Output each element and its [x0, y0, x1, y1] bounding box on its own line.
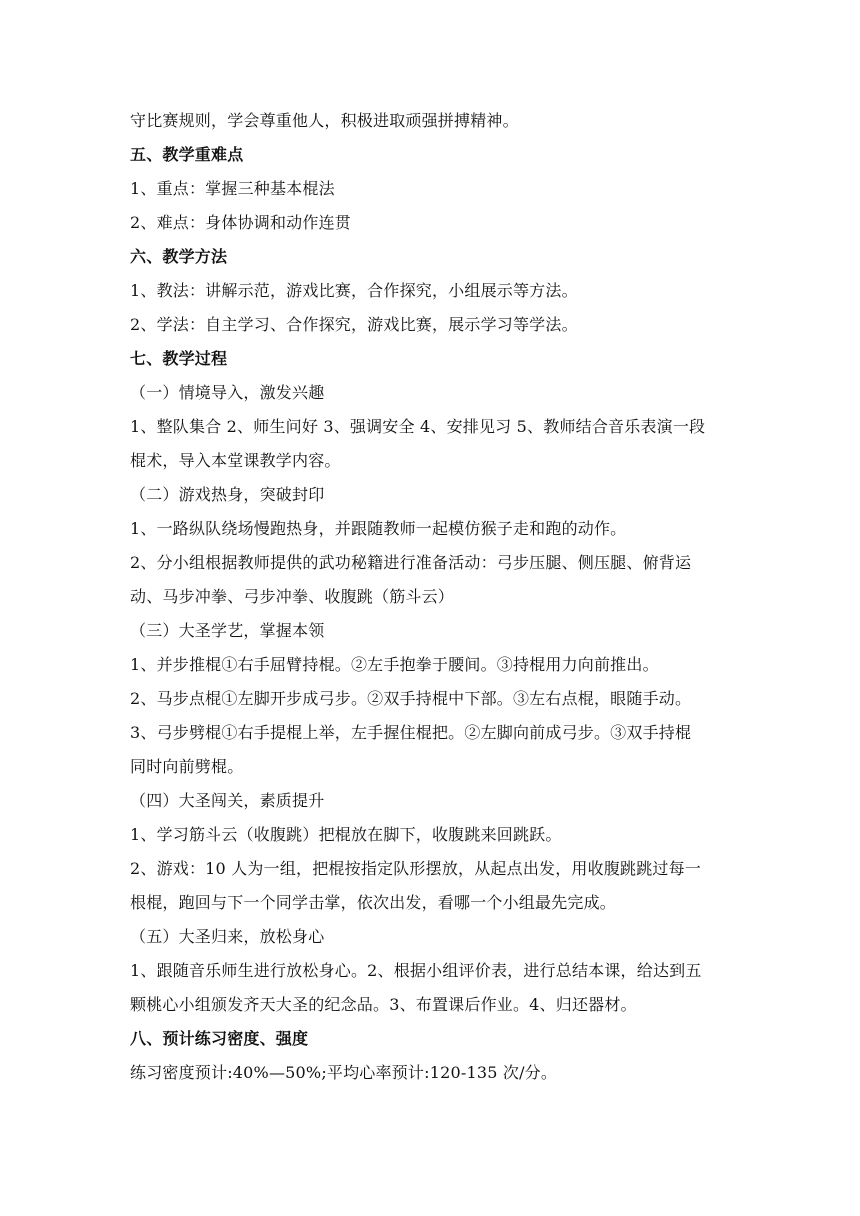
- paragraph-line: 1、跟随音乐师生进行放松身心。2、根据小组评价表，进行总结本课，给达到五: [130, 961, 702, 980]
- paragraph-line: 2、学法：自主学习、合作探究，游戏比赛，展示学习等学法。: [130, 315, 578, 334]
- lesson-plan-text: [130, 104, 730, 1090]
- subsection-title: （三）大圣学艺，掌握本领: [130, 621, 325, 640]
- paragraph-line: 2、难点：身体协调和动作连贯: [130, 213, 351, 232]
- paragraph-line: 1、教法：讲解示范，游戏比赛，合作探究，小组展示等方法。: [130, 281, 578, 300]
- subsection-title: （五）大圣归来，放松身心: [130, 927, 325, 946]
- subsection-title: （一）情境导入，激发兴趣: [130, 383, 325, 402]
- paragraph-line: 1、重点：掌握三种基本棍法: [130, 179, 335, 198]
- paragraph-line: 棍术，导入本堂课教学内容。: [130, 451, 341, 470]
- paragraph-line: 1、整队集合 2、师生问好 3、强调安全 4、安排见习 5、教师结合音乐表演一段: [130, 417, 706, 436]
- subsection-title: （四）大圣闯关，素质提升: [130, 791, 325, 810]
- paragraph-line: 1、并步推棍①右手屈臂持棍。②左手抱拳于腰间。③持棍用力向前推出。: [130, 655, 659, 674]
- paragraph-line: 守比赛规则，学会尊重他人，积极进取顽强拼搏精神。: [130, 111, 519, 130]
- paragraph-line: 根棍，跑回与下一个同学击掌，依次出发，看哪一个小组最先完成。: [130, 893, 617, 912]
- paragraph-line: 练习密度预计:40%—50%;平均心率预计:120-135 次/分。: [130, 1063, 558, 1082]
- subsection-title: （二）游戏热身，突破封印: [130, 485, 325, 504]
- paragraph-line: 2、分小组根据教师提供的武功秘籍进行准备活动：弓步压腿、侧压腿、俯背运: [130, 553, 692, 572]
- paragraph-line: 2、马步点棍①左脚开步成弓步。②双手持棍中下部。③左右点棍，眼随手动。: [130, 689, 692, 708]
- paragraph-line: 1、学习筋斗云（收腹跳）把棍放在脚下，收腹跳来回跳跃。: [130, 825, 562, 844]
- section-heading: 七、教学过程: [130, 349, 228, 368]
- section-heading: 六、教学方法: [130, 247, 228, 266]
- paragraph-line: 同时向前劈棍。: [130, 757, 244, 776]
- paragraph-line: 1、一路纵队绕场慢跑热身，并跟随教师一起模仿猴子走和跑的动作。: [130, 519, 627, 538]
- paragraph-line: 颗桃心小组颁发齐天大圣的纪念品。3、布置课后作业。4、归还器材。: [130, 995, 637, 1014]
- section-heading: 八、预计练习密度、强度: [130, 1029, 309, 1048]
- paragraph-line: 3、弓步劈棍①右手提棍上举，左手握住棍把。②左脚向前成弓步。③双手持棍: [130, 723, 692, 742]
- section-heading: 五、教学重难点: [130, 145, 244, 164]
- paragraph-line: 动、马步冲拳、弓步冲拳、收腹跳（筋斗云）: [130, 587, 455, 606]
- paragraph-line: 2、游戏：10 人为一组，把棍按指定队形摆放，从起点出发，用收腹跳跳过每一: [130, 859, 702, 878]
